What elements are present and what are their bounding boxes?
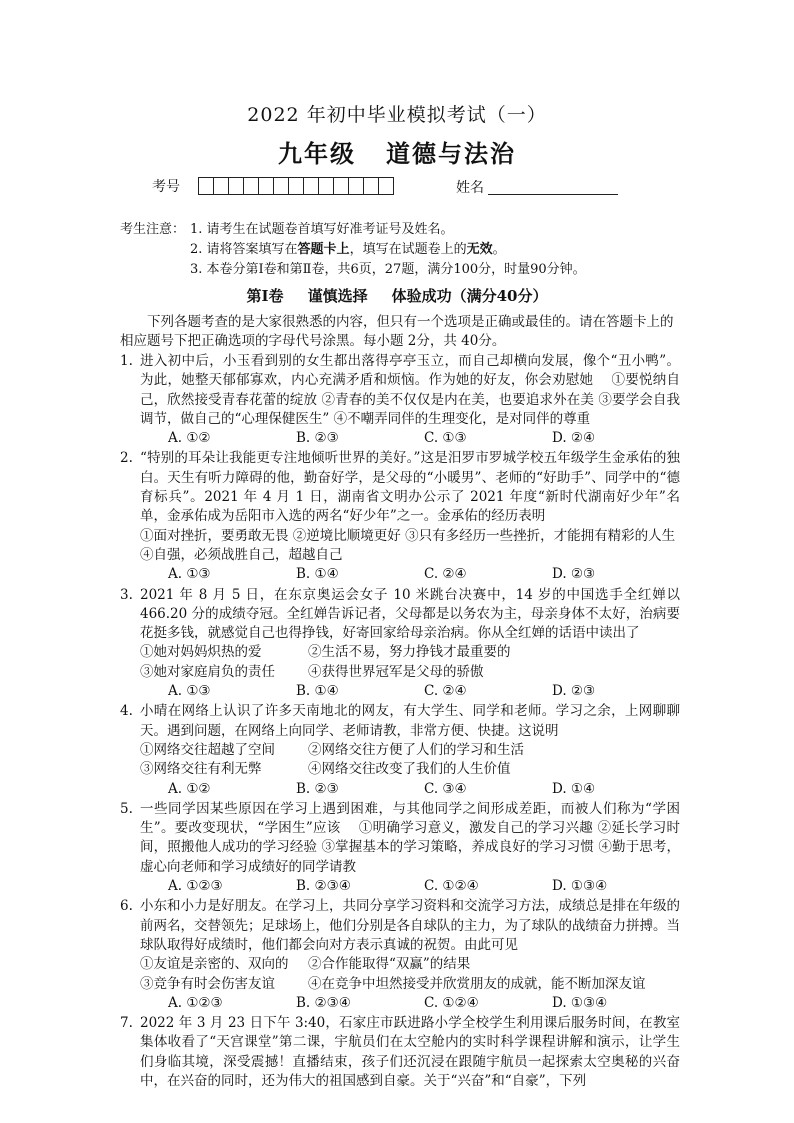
option-d: D. ②④ xyxy=(552,430,596,447)
question-number: 5. xyxy=(120,800,133,817)
subject-title xyxy=(0,134,794,169)
name-row xyxy=(456,177,618,197)
digit-box[interactable] xyxy=(303,177,319,195)
statement: ③竞争有时会伤害友谊 xyxy=(140,975,275,992)
notice-item-3: 3. 本卷分第Ⅰ卷和第Ⅱ卷，共6页，27题，满分100分，时量90分钟。 xyxy=(190,262,586,277)
exam-number-label: 考号 xyxy=(152,179,180,195)
option-c: C. ②④ xyxy=(424,566,467,583)
grade-label: 九年级 xyxy=(278,139,356,168)
statement: ④网络交往改变了我们的人生价值 xyxy=(308,761,511,778)
question xyxy=(120,352,680,448)
subject-label: 道德与法治 xyxy=(386,139,516,168)
statement: ②生活不易，努力挣钱才最重要的 xyxy=(308,644,511,661)
digit-box[interactable] xyxy=(273,177,289,195)
option-d: D. ②③ xyxy=(552,566,596,583)
question xyxy=(120,1014,680,1091)
question-number: 2. xyxy=(120,450,133,467)
option-b: B. ①④ xyxy=(296,683,339,700)
question-number: 3. xyxy=(120,586,133,603)
question-stem: 2021 年 8 月 5 日，在东京奥运会女子 10 米跳台决赛中，14 岁的中国选手全红婵以 466.20 分的成绩夺冠。全红婵告诉记者，父母都是以务农为主，母亲身体不太好，治病要花挺多钱，就感觉自己也得挣钱，好寄回家给母亲治病。你从全红婵的话语中读出了 xyxy=(140,586,680,642)
option-a: A. ①② xyxy=(168,780,211,797)
name-label: 姓名 xyxy=(456,180,484,196)
option-c: C. ①②④ xyxy=(424,994,479,1011)
option-b: B. ②③ xyxy=(296,430,339,447)
option-a: A. ①② xyxy=(168,430,211,447)
answer-options xyxy=(140,780,680,799)
name-field[interactable] xyxy=(488,179,618,195)
statement: ③她对家庭肩负的责任 xyxy=(140,663,275,680)
exam-number-row xyxy=(152,177,393,195)
statement: ①面对挫折，要勇敢无畏 ②逆境比顺境更好 ③只有多经历一些挫折，才能拥有精彩的人生 xyxy=(140,527,676,544)
statement: ②网络交往方便了人们的学习和生活 xyxy=(308,741,524,758)
question-stem: 小晴在网络上认识了许多天南地北的网友，有大学生、同学和老师。学习之余，上网聊聊天。遇到问题，在网络上向同学、老师请教，非常方便、快捷。这说明 xyxy=(140,703,680,739)
question-stem: 2022 年 3 月 23 日下午 3:40，石家庄市跃进路小学全校学生利用课后服务时间，在教室集体收看了“天宫课堂”第二课，宇航员们在太空舱内的实时科学课程讲解和演示，让学生们身临其境，深受震撼！直播结束，孩子们还沉浸在跟随宇航员一起探索太空奥秘的兴奋中，在兴奋的同时，还为伟大的祖国感到自豪。关于“兴奋”和“自豪”，下列 xyxy=(140,1015,680,1089)
answer-options xyxy=(140,429,680,448)
question xyxy=(120,586,680,702)
statement: ①友谊是亲密的、双向的 xyxy=(140,956,289,973)
notice-item-1: 1. 请考生在试题卷首填写好准考证号及姓名。 xyxy=(190,222,454,237)
digit-box[interactable] xyxy=(378,177,394,195)
answer-options xyxy=(140,565,680,584)
digit-box[interactable] xyxy=(288,177,304,195)
digit-box[interactable] xyxy=(243,177,259,195)
section-heading: 第Ⅰ卷 谨慎选择 体验成功（满分40分） xyxy=(246,287,548,305)
option-b: B. ②③ xyxy=(296,780,339,797)
statement: ③网络交往有利无弊 xyxy=(140,761,262,778)
section-instructions: 下列各题考查的是大家很熟悉的内容，但只有一个选项是正确或最佳的。请在答题卡上的相应题号下把正确选项的字母代号涂黑。每小题 2分，共 40分。 xyxy=(120,314,674,349)
option-d: D. ①③④ xyxy=(552,878,608,895)
question-stem: 小东和小力是好朋友。在学习上，共同分享学习资料和交流学习方法，成绩总是排在年级的前两名，交替领先；足球场上，他们分别是各自球队的主力，为了球队的战绩奋力拼搏。当球队取得好成绩时，他们都会向对方表示真诚的祝贺。由此可见 xyxy=(140,898,680,953)
statement: ④在竞争中坦然接受并欣赏朋友的成就，能不断加深友谊 xyxy=(308,975,646,992)
question-number: 4. xyxy=(120,703,133,720)
notice-label: 考生注意： xyxy=(120,222,186,237)
answer-options xyxy=(140,877,680,896)
option-c: C. ②④ xyxy=(424,683,467,700)
exam-title: 2022 年初中毕业模拟考试（一） xyxy=(247,104,547,126)
answer-options xyxy=(140,682,680,701)
statement: ④获得世界冠军是父母的骄傲 xyxy=(308,663,484,680)
question-number: 7. xyxy=(120,1015,133,1032)
digit-box[interactable] xyxy=(228,177,244,195)
option-c: C. ③④ xyxy=(424,780,467,797)
digit-box[interactable] xyxy=(258,177,274,195)
question-number: 6. xyxy=(120,898,133,915)
answer-options xyxy=(140,994,680,1013)
option-d: D. ②③ xyxy=(552,683,596,700)
digit-box[interactable] xyxy=(198,177,214,195)
option-a: A. ①③ xyxy=(168,683,211,700)
question xyxy=(120,702,680,798)
option-b: B. ②③④ xyxy=(296,878,351,895)
exam-number-boxes[interactable] xyxy=(198,177,393,195)
option-b: B. ②③④ xyxy=(296,994,351,1011)
option-b: B. ①④ xyxy=(296,566,339,583)
option-a: A. ①②③ xyxy=(168,878,223,895)
question xyxy=(120,800,680,896)
question xyxy=(120,449,680,584)
question-list xyxy=(120,352,680,1092)
statement: ①网络交往超越了空间 xyxy=(140,741,275,758)
digit-box[interactable] xyxy=(333,177,349,195)
digit-box[interactable] xyxy=(363,177,379,195)
option-d: D. ①④ xyxy=(552,780,596,797)
question xyxy=(120,897,680,1013)
question-stem: “特别的耳朵让我能更专注地倾听世界的美好。”这是汨罗市罗城学校五年级学生金承佑的独白。天生有听力障碍的他，勤奋好学，是父母的“小暖男”、老师的“好助手”、同学中的“德育标兵”。2021 年 4 月 1 日，湖南省文明办公示了 2021 年度“新时代湖南好少年”名单，金承佑成为岳阳市入选的两名“好少年”之一。金承佑的经历表明 xyxy=(140,450,680,525)
notice-item-2: 2. 请将答案填写在答题卡上，填写在试题卷上的无效。 xyxy=(190,242,506,257)
option-a: A. ①②③ xyxy=(168,994,223,1011)
statement: ①她对妈妈炽热的爱 xyxy=(140,644,262,661)
option-d: D. ①③④ xyxy=(552,994,608,1011)
statement: ②合作能取得“双赢”的结果 xyxy=(308,956,471,973)
candidate-notice xyxy=(120,220,586,280)
digit-box[interactable] xyxy=(348,177,364,195)
question-stem: 进入初中后，小玉看到别的女生都出落得亭亭玉立，而自己却横向发展，像个“丑小鸭”。为此，她整天郁郁寡欢，内心充满矛盾和烦恼。作为她的好友，你会劝慰她 ①要悦纳自己，欣然接受青春花蕾的绽放 ②青春的美不仅仅是内在美，也要追求外在美 ③要学会自我调节，做自己的“心理保健医生” ④不嘲弄同伴的生理变化，是对同伴的尊重 xyxy=(140,353,680,427)
question-stem: 一些同学因某些原因在学习上遇到困难，与其他同学之间形成差距，而被人们称为“学困生”。要改变现状，“学困生”应该 ①明确学习意义，激发自己的学习兴趣 ②延长学习时间，照搬他人成功的学习经验 ③掌握基本的学习策略，养成良好的学习习惯 ④勤于思考，虚心向老师和学习成绩好的同学请教 xyxy=(140,800,680,875)
digit-box[interactable] xyxy=(318,177,334,195)
option-c: C. ①②④ xyxy=(424,878,479,895)
question-number: 1. xyxy=(120,353,133,369)
option-c: C. ①③ xyxy=(424,430,467,447)
digit-box[interactable] xyxy=(213,177,229,195)
option-a: A. ①③ xyxy=(168,566,211,583)
statement: ④自强，必须战胜自己，超越自己 xyxy=(140,546,343,563)
